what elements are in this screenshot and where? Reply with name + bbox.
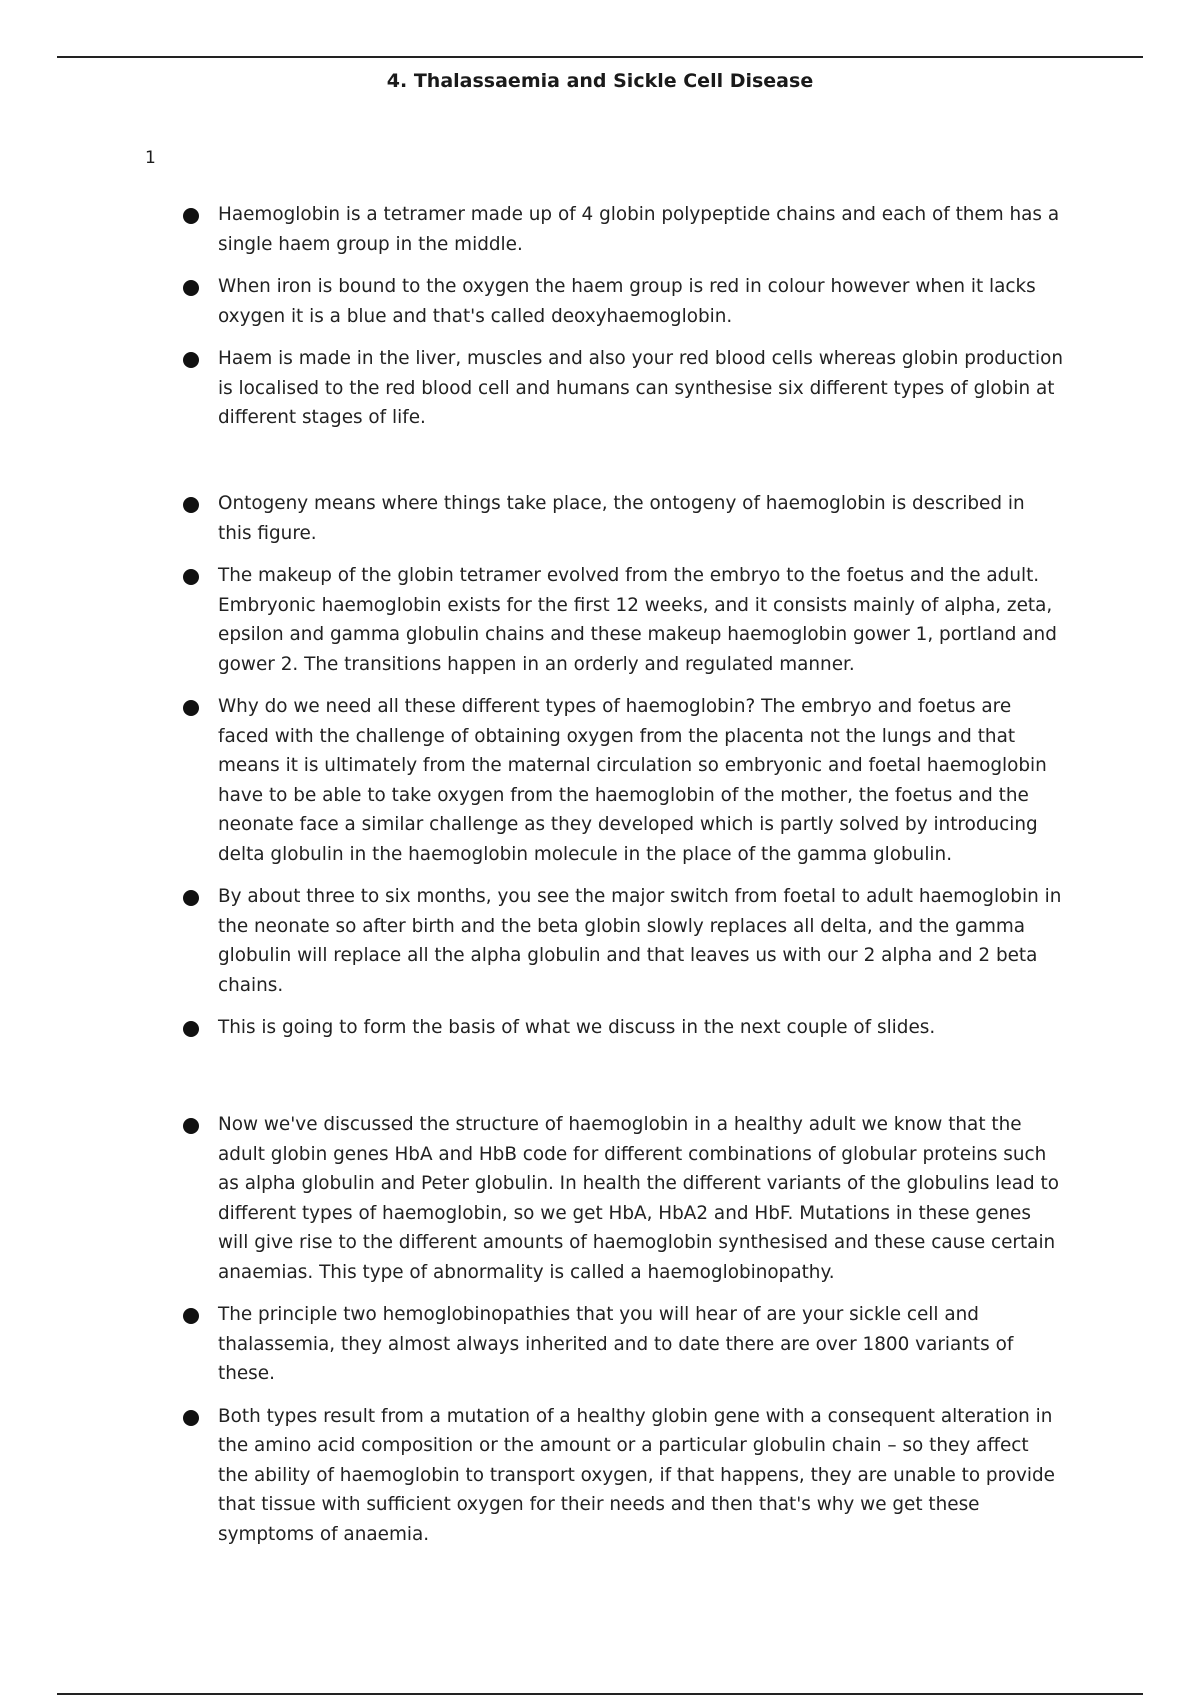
list-item xyxy=(183,1110,1063,1287)
bullet-icon xyxy=(183,280,199,296)
list-item xyxy=(183,882,1063,1000)
list-item xyxy=(183,1300,1063,1389)
list-item-text: Haemoglobin is a tetramer made up of 4 globin polypeptide chains and each of them has a single haem group in the middle. xyxy=(218,204,1060,255)
bullet-icon xyxy=(183,1410,199,1426)
bullet-icon xyxy=(183,569,199,585)
list-item-text: By about three to six months, you see the major switch from foetal to adult haemoglobin in the neonate so after birth and the beta globin slowly replaces all delta, and the gamma globulin will replace all the alpha globulin and that leaves us with our 2 alpha and 2 beta chains. xyxy=(218,886,1062,996)
bottom-rule xyxy=(57,1693,1143,1695)
bullet-icon xyxy=(183,1021,199,1037)
list-item-text: This is going to form the basis of what we discuss in the next couple of slides. xyxy=(218,1017,936,1038)
bullet-icon xyxy=(183,1118,199,1134)
list-item xyxy=(183,200,1063,259)
list-item xyxy=(183,489,1063,548)
list-item-text: Ontogeny means where things take place, the ontogeny of haemoglobin is described in this figure. xyxy=(218,493,1025,544)
bullet-list-structure xyxy=(183,200,1063,446)
bullet-icon xyxy=(183,497,199,513)
bullet-icon xyxy=(183,208,199,224)
bullet-icon xyxy=(183,352,199,368)
list-item-text: Now we've discussed the structure of haemoglobin in a healthy adult we know that the adult globin genes HbA and HbB code for different combinations of globular proteins such as alpha globulin and Peter globulin. In health the different variants of the globulins lead to different types of haemoglobin, so we get HbA, HbA2 and HbF. Mutations in these genes will give rise to the different amounts of haemoglobin synthesised and these cause certain anaemias. This type of abnormality is called a haemoglobinopathy. xyxy=(218,1114,1059,1283)
list-item-text: Both types result from a mutation of a healthy globin gene with a consequent alteration in the amino acid composition or the amount or a particular globulin chain – so they affect the ability of haemoglobin to transport oxygen, if that happens, they are unable to provide that tissue with sufficient oxygen for their needs and then that's why we get these symptoms of anaemia. xyxy=(218,1405,1055,1545)
list-item xyxy=(183,344,1063,433)
list-item xyxy=(183,1013,1063,1043)
list-item xyxy=(183,561,1063,679)
list-item-text: Why do we need all these different types of haemoglobin? The embryo and foetus are faced with the challenge of obtaining oxygen from the placenta not the lungs and that means it is ultimately from the maternal circulation so embryonic and foetal haemoglobin have to be able to take oxygen from the haemoglobin of the mother, the foetus and the neonate face a similar challenge as they developed which is partly solved by introducing delta globulin in the haemoglobin molecule in the place of the gamma globulin. xyxy=(218,696,1047,865)
bullet-list-haemoglobinopathy xyxy=(183,1110,1063,1562)
top-rule xyxy=(57,56,1143,58)
page-number: 1 xyxy=(145,148,156,168)
list-item xyxy=(183,692,1063,869)
list-item xyxy=(183,272,1063,331)
bullet-icon xyxy=(183,890,199,906)
bullet-list-ontogeny xyxy=(183,489,1063,1056)
list-item-text: The principle two hemoglobinopathies that you will hear of are your sickle cell and thalassemia, they almost always inherited and to date there are over 1800 variants of these. xyxy=(218,1304,1014,1384)
list-item-text: When iron is bound to the oxygen the haem group is red in colour however when it lacks oxygen it is a blue and that's called deoxyhaemoglobin. xyxy=(218,276,1036,327)
list-item-text: Haem is made in the liver, muscles and also your red blood cells whereas globin production is localised to the red blood cell and humans can synthesise six different types of globin at different stages of life. xyxy=(218,348,1063,428)
bullet-icon xyxy=(183,1308,199,1324)
list-item xyxy=(183,1402,1063,1550)
document-title: 4. Thalassaemia and Sickle Cell Disease xyxy=(386,70,814,92)
bullet-icon xyxy=(183,700,199,716)
list-item-text: The makeup of the globin tetramer evolved from the embryo to the foetus and the adult. Embryonic haemoglobin exists for the first 12 weeks, and it consists mainly of alpha, zeta, epsilon and gamma globulin chains and these makeup haemoglobin gower 1, portland and gower 2. The transitions happen in an orderly and regulated manner. xyxy=(218,565,1057,675)
